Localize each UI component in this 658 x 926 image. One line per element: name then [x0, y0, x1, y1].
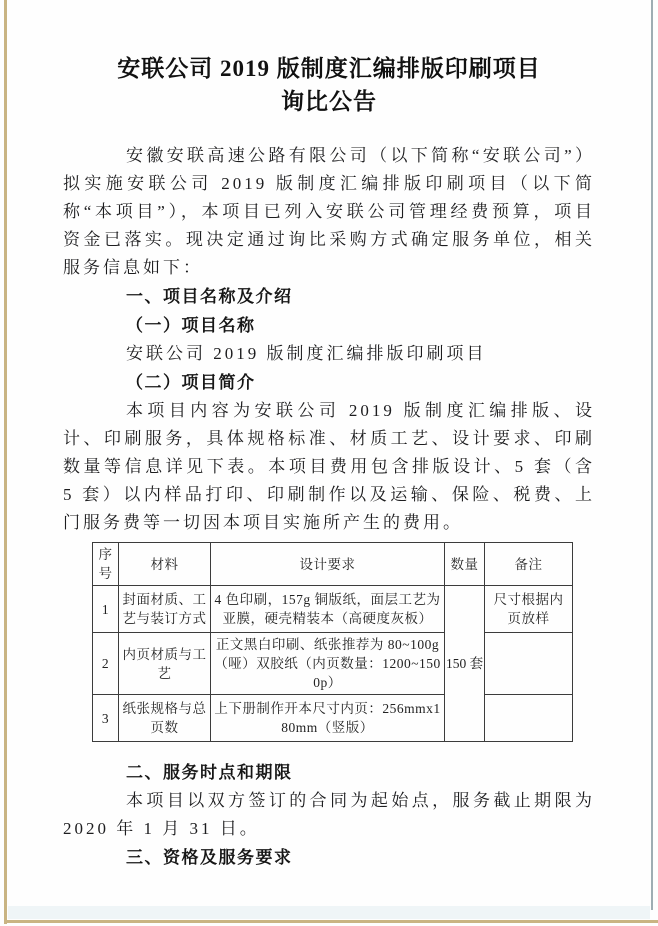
- material-cell: 内页材质与工艺: [119, 633, 211, 695]
- document-title: [63, 52, 595, 118]
- row-no-cell: 3: [93, 695, 119, 742]
- scan-edge-right: [651, 0, 653, 910]
- table-row: [93, 586, 573, 633]
- header-cell-requirement: 设计要求: [211, 543, 445, 586]
- header-cell-quantity: 数量: [445, 543, 485, 586]
- project-summary-paragraph: 本项目内容为安联公司 2019 版制度汇编排版、设计、印刷服务，具体规格标准、材质工艺、设计要求、印刷数量等信息详见下表。本项目费用包含排版设计、5 套（含 5 套）以内样品打印、印刷制作以及运输、保险、税费、上门服务费等一切因本项目实施所产生的费用。: [63, 401, 595, 532]
- header-cell-no: 序号: [93, 543, 119, 586]
- section-1-heading: 一、项目名称及介绍: [126, 287, 293, 306]
- spec-table: [92, 542, 573, 742]
- table-row: [93, 695, 573, 742]
- material-cell: 封面材质、工艺与装订方式: [119, 586, 211, 633]
- header-cell-remark: 备注: [485, 543, 573, 586]
- document-content: [63, 52, 595, 872]
- title-line-1: 安联公司 2019 版制度汇编排版印刷项目: [117, 56, 541, 81]
- spec-table-header-row: [93, 543, 573, 586]
- section-2-heading: 二、服务时点和期限: [126, 763, 293, 782]
- remark-cell: [485, 633, 573, 695]
- section-3-heading: 三、资格及服务要求: [126, 848, 293, 867]
- requirement-cell: 4 色印刷，157g 铜版纸，面层工艺为亚膜，硬壳精装本（高硬度灰板）: [211, 586, 445, 633]
- intro-paragraph: 安徽安联高速公路有限公司（以下简称“安联公司”）拟实施安联公司 2019 版制度汇编排版印刷项目（以下简称“本项目”），本项目已列入安联公司管理经费预算，项目资金已落实。现决定通过询比采购方式确定服务单位，相关服务信息如下：: [63, 146, 595, 277]
- title-line-2: 询比公告: [281, 89, 377, 114]
- scan-edge-bottom: [4, 920, 658, 923]
- scan-edge-left: [4, 0, 7, 924]
- remark-cell: [485, 695, 573, 742]
- header-cell-material: 材料: [119, 543, 211, 586]
- section-2-paragraph: 本项目以双方签订的合同为起始点，服务截止期限为 2020 年 1 月 31 日。: [63, 791, 595, 838]
- requirement-cell: 正文黑白印刷、纸张推荐为 80~100g（哑）双胶纸（内页数量：1200~1500p）: [211, 633, 445, 695]
- requirement-cell: 上下册制作开本尺寸内页：256mmx180mm（竖版）: [211, 695, 445, 742]
- table-row: [93, 633, 573, 695]
- material-cell: 纸张规格与总页数: [119, 695, 211, 742]
- remark-cell: 尺寸根据内页放样: [485, 586, 573, 633]
- section-1-sub-2-heading: （二）项目简介: [126, 373, 256, 392]
- quantity-cell: 150 套: [445, 586, 485, 742]
- scan-band-bottom: [8, 906, 650, 919]
- row-no-cell: 2: [93, 633, 119, 695]
- project-name-paragraph: 安联公司 2019 版制度汇编排版印刷项目: [126, 344, 487, 363]
- section-1-sub-1-heading: （一）项目名称: [126, 316, 256, 335]
- row-no-cell: 1: [93, 586, 119, 633]
